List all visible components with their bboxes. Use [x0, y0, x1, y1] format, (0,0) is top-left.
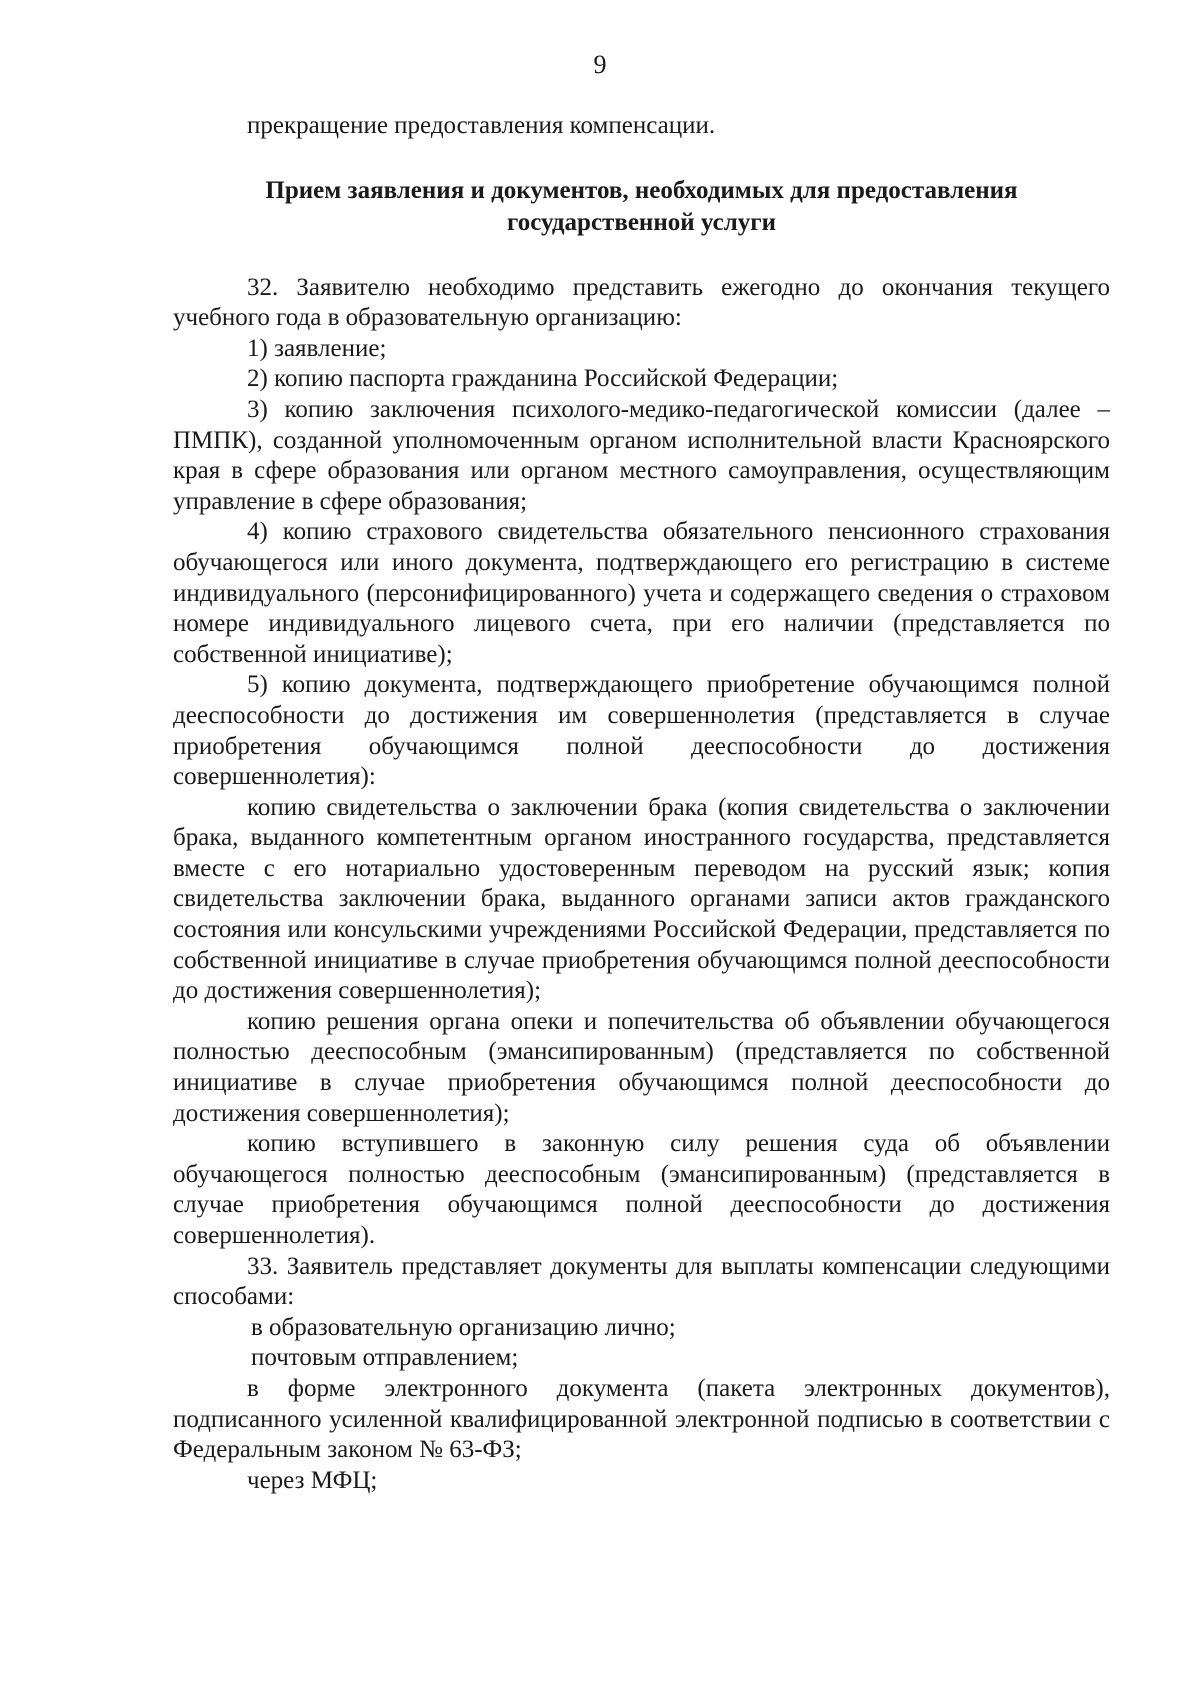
list-item-2: 2) копию паспорта гражданина Российской Федерации; [247, 365, 839, 393]
paragraph-33: 33. Заявитель представляет документы для выплаты компенсации следующими способами: [173, 1252, 1110, 1311]
document-body [173, 111, 1110, 1496]
method-in-person: в образовательную организацию лично; [251, 1313, 676, 1341]
paragraph-32: 32. Заявителю необходимо представить ежегодно до окончания текущего учебного года в образовательную организацию: [173, 273, 1110, 332]
list-item-4: 4) копию страхового свидетельства обязательного пенсионного страхования обучающегося или иного документа, подтверждающего его регистрацию в системе индивидуального (персонифицированного) учета и содержащего сведения о страховом номере индивидуального лицевого счета, при его наличии (представляется по собственной инициативе); [173, 518, 1110, 668]
subitem-marriage-certificate: копию свидетельства о заключении брака (копия свидетельства о заключении брака, выданного компетентным органом иностранного государства, представляется вместе с его нотариально удостоверенным переводом на русский язык; копия свидетельства заключении брака, выданного органами записи актов гражданского состояния или консульскими учреждениями Российской Федерации, представляется по собственной инициативе в случае приобретения обучающимся полной дееспособности до достижения совершеннолетия); [173, 793, 1110, 1005]
section-heading: Прием заявления и документов, необходимых для предоставления государственной услуги [265, 176, 1018, 236]
method-postal: почтовым отправлением; [251, 1344, 519, 1372]
list-item-3: 3) копию заключения психолого-медико-педагогической комиссии (далее – ПМПК), созданной уполномоченным органом исполнительной власти Красноярского края в сфере образования или органом местного самоуправления, осуществляющим управление в сфере образования; [173, 395, 1110, 515]
method-electronic: в форме электронного документа (пакета электронных документов), подписанного усиленной квалифицированной электронной подписью в соответствии с Федеральным законом № 63-ФЗ; [173, 1374, 1110, 1464]
method-mfc: через МФЦ; [247, 1466, 378, 1494]
subitem-court-decision: копию вступившего в законную силу решения суда об объявлении обучающегося полностью дееспособным (эмансипированным) (представляется в случае приобретения обучающимся полной дееспособности до достижения совершеннолетия). [173, 1130, 1110, 1249]
list-item-1: 1) заявление; [247, 334, 387, 362]
list-item-5: 5) копию документа, подтверждающего приобретение обучающимся полной дееспособности до достижения им совершеннолетия (представляется в случае приобретения обучающимся полной дееспособности до достижения совершеннолетия): [173, 671, 1110, 791]
intro-paragraph: прекращение предоставления компенсации. [247, 112, 716, 139]
subitem-guardianship-decision: копию решения органа опеки и попечительства об объявлении обучающегося полностью дееспособным (эмансипированным) (представляется по собственной инициативе в случае приобретения обучающимся полной дееспособности до достижения совершеннолетия); [173, 1007, 1110, 1127]
page-number: 9 [593, 50, 607, 79]
